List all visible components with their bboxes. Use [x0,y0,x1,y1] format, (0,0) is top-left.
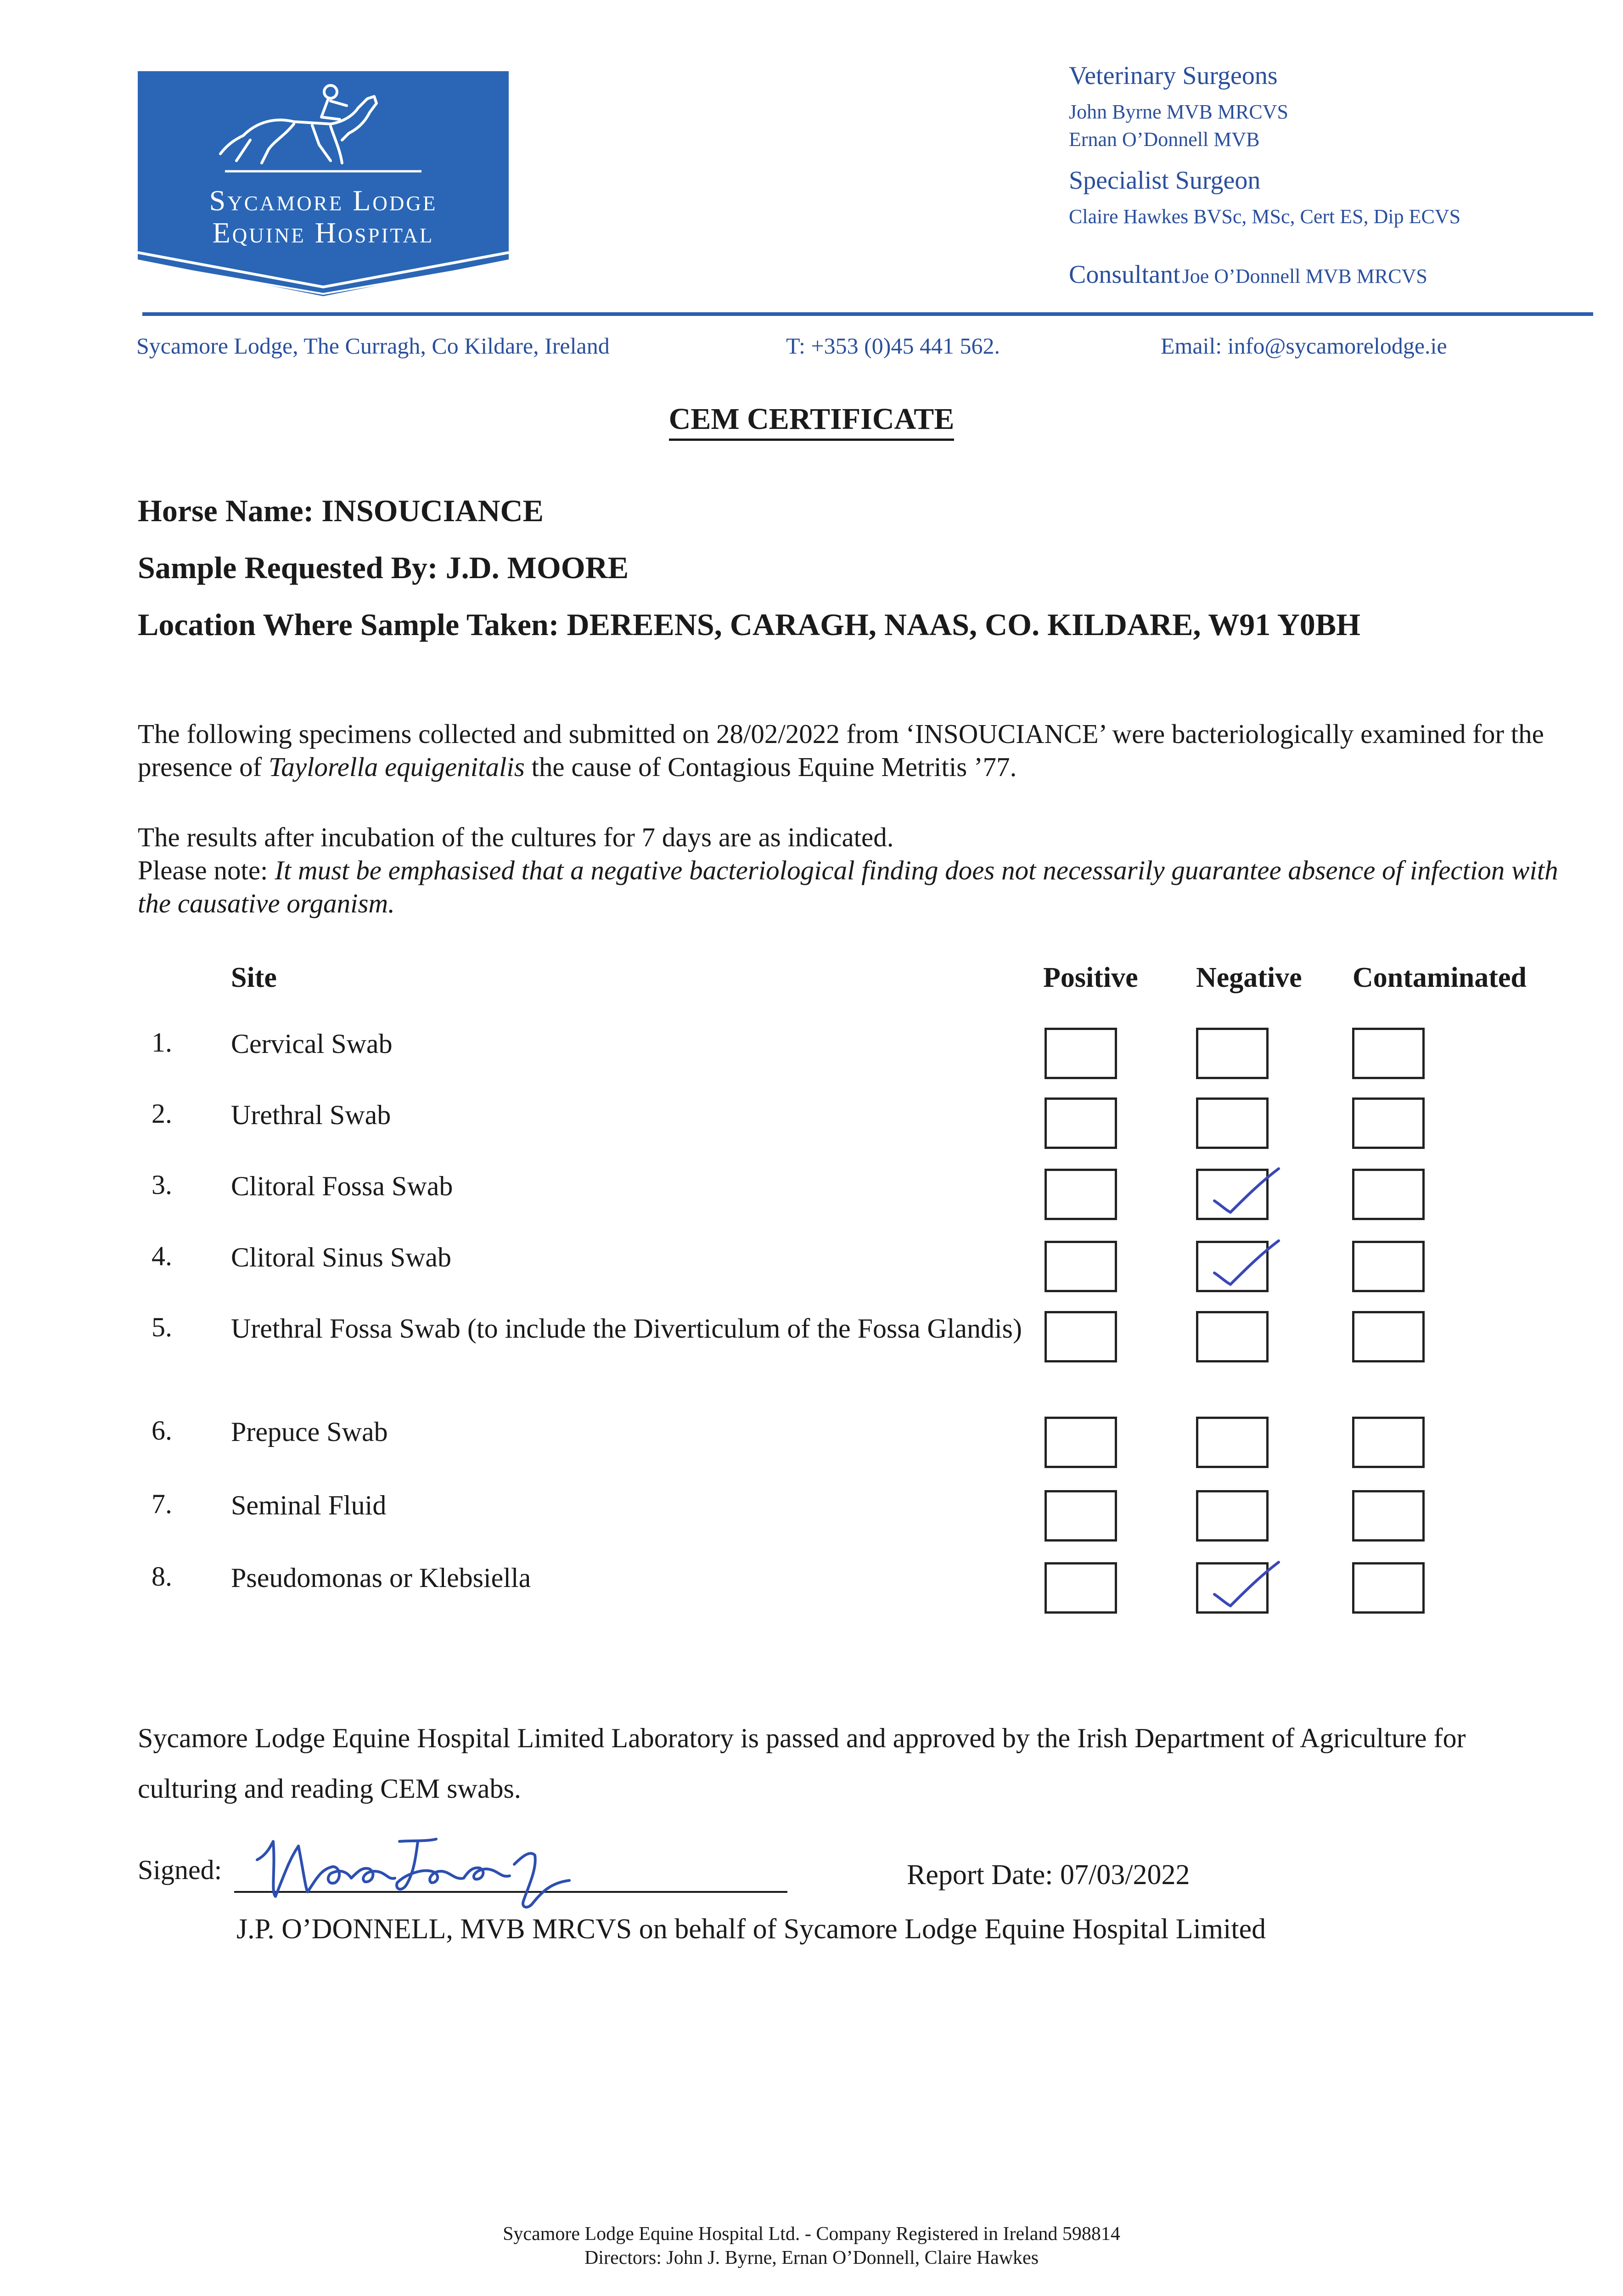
column-header-contaminated: Contaminated [1353,962,1527,993]
row-site: Cervical Swab [231,1029,393,1059]
row-site: Clitoral Fossa Swab [231,1171,453,1201]
logo-line-1: Sycamore Lodge [209,184,438,217]
negative-checkbox[interactable] [1196,1097,1269,1149]
report-date: Report Date: 07/03/2022 [907,1859,1190,1891]
logo-badge [138,71,509,296]
contact-address: Sycamore Lodge, The Curragh, Co Kildare, Ireland [136,333,610,359]
contaminated-checkbox[interactable] [1352,1311,1425,1362]
contaminated-checkbox[interactable] [1352,1417,1425,1468]
hospital-logo [138,71,509,296]
negative-checkbox[interactable] [1196,1241,1269,1292]
row-site: Urethral Fossa Swab (to include the Diverticulum of the Fossa Glandis) [231,1313,1022,1344]
row-number: 3. [152,1170,172,1200]
row-number: 8. [152,1561,172,1592]
page-title-text: CEM CERTIFICATE [669,402,955,441]
vets-heading: Veterinary Surgeons [1069,62,1278,90]
signer-name: J.P. O’DONNELL, MVB MRCVS on behalf of Sycamore Lodge Equine Hospital Limited [236,1913,1266,1945]
negative-checkbox[interactable] [1196,1311,1269,1362]
contaminated-checkbox[interactable] [1352,1490,1425,1542]
column-header-positive: Positive [1043,962,1138,993]
intro-part-2: the cause of Contagious Equine Metritis ’77. [524,752,1017,782]
positive-checkbox[interactable] [1045,1097,1117,1149]
note-label: Please note: [138,855,275,885]
negative-checkbox[interactable] [1196,1417,1269,1468]
header-divider [142,312,1593,316]
results-note [138,821,1561,920]
consultant-heading: Consultant [1069,260,1180,289]
positive-checkbox[interactable] [1045,1311,1117,1362]
contact-email: Email: info@sycamorelodge.ie [1161,333,1447,359]
column-header-negative: Negative [1196,962,1302,993]
row-number: 6. [152,1415,172,1446]
row-number: 4. [152,1241,172,1271]
footer-registration: Sycamore Lodge Equine Hospital Ltd. - Company Registered in Ireland 598814 [503,2223,1120,2245]
contaminated-checkbox[interactable] [1352,1562,1425,1614]
results-note-disclaimer [138,854,1561,920]
row-site: Prepuce Swab [231,1417,388,1447]
sample-requested-by: Sample Requested By: J.D. MOORE [138,550,629,585]
contaminated-checkbox[interactable] [1352,1241,1425,1292]
column-header-site: Site [231,962,277,993]
checkmark-icon [1194,1157,1286,1226]
page-title [0,404,1623,434]
specialist-name: Claire Hawkes BVSc, MSc, Cert ES, Dip ECVS [1069,205,1461,228]
vet-2: Ernan O’Donnell MVB [1069,128,1260,151]
positive-checkbox[interactable] [1045,1490,1117,1542]
row-number: 5. [152,1312,172,1342]
row-site: Clitoral Sinus Swab [231,1242,452,1272]
intro-paragraph [138,717,1561,783]
positive-checkbox[interactable] [1045,1562,1117,1614]
negative-checkbox[interactable] [1196,1490,1269,1542]
row-number: 7. [152,1489,172,1519]
row-site: Urethral Swab [231,1100,391,1130]
handwritten-signature [248,1828,597,1915]
results-note-line-1: The results after incubation of the cultures for 7 days are as indicated. [138,822,894,852]
vet-1: John Byrne MVB MRCVS [1069,101,1288,123]
horse-name: Horse Name: INSOUCIANCE [138,493,544,528]
note-text: It must be emphasised that a negative bacteriological finding does not necessarily guarantee absence of infection with the causative organism. [138,855,1558,918]
contact-phone: T: +353 (0)45 441 562. [786,333,1000,359]
approval-statement: Sycamore Lodge Equine Hospital Limited Laboratory is passed and approved by the Irish Department of Agriculture for culturing and reading CEM swabs. [138,1723,1466,1804]
positive-checkbox[interactable] [1045,1241,1117,1292]
checkmark-icon [1194,1229,1286,1298]
organism-name: Taylorella equigenitalis [269,752,525,782]
negative-checkbox[interactable] [1196,1562,1269,1614]
positive-checkbox[interactable] [1045,1028,1117,1079]
positive-checkbox[interactable] [1045,1417,1117,1468]
specialist-heading: Specialist Surgeon [1069,166,1261,195]
row-site: Seminal Fluid [231,1490,387,1520]
contaminated-checkbox[interactable] [1352,1097,1425,1149]
negative-checkbox[interactable] [1196,1028,1269,1079]
contaminated-checkbox[interactable] [1352,1169,1425,1220]
logo-line-2: Equine Hospital [212,216,434,249]
footer-directors: Directors: John J. Byrne, Ernan O’Donnell, Claire Hawkes [584,2247,1039,2268]
positive-checkbox[interactable] [1045,1169,1117,1220]
sample-location: Location Where Sample Taken: DEREENS, CARAGH, NAAS, CO. KILDARE, W91 Y0BH [138,607,1361,642]
row-site: Pseudomonas or Klebsiella [231,1563,531,1593]
contaminated-checkbox[interactable] [1352,1028,1425,1079]
row-number: 2. [152,1098,172,1129]
checkmark-icon [1194,1551,1286,1620]
consultant-name: Joe O’Donnell MVB MRCVS [1182,265,1427,287]
negative-checkbox[interactable] [1196,1169,1269,1220]
intro-part-1: The following specimens collected and submitted on 28/02/2022 from ‘INSOUCIANCE’ were bacteriologically examined for the presence of [138,719,1544,782]
signed-label: Signed: [138,1855,222,1885]
consultant-line [1069,262,1427,287]
row-number: 1. [152,1027,172,1058]
